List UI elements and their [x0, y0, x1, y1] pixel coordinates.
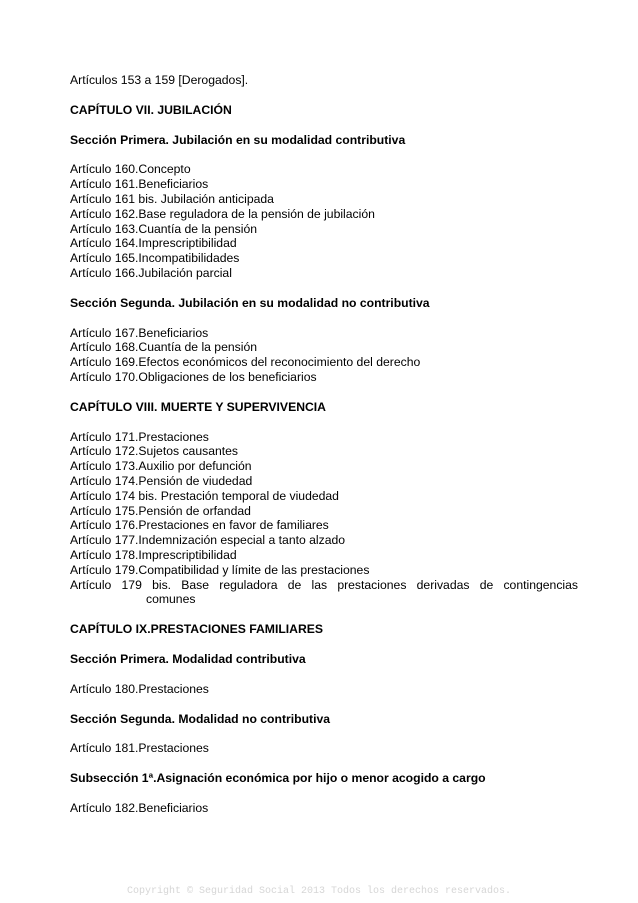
article-161-bis: Artículo 161 bis. Jubilación anticipada	[70, 191, 274, 206]
article-165: Artículo 165.Incompatibilidades	[70, 251, 240, 266]
article-176: Artículo 176.Prestaciones en favor de familiares	[70, 518, 329, 533]
article-174-bis: Artículo 174 bis. Prestación temporal de viudedad	[70, 488, 339, 503]
document-body	[70, 73, 578, 816]
article-174: Artículo 174.Pensión de viudedad	[70, 473, 253, 488]
article-180: Artículo 180.Prestaciones	[70, 681, 209, 696]
article-179-bis-continuation: comunes	[146, 592, 196, 607]
article-172: Artículo 172.Sujetos causantes	[70, 444, 239, 459]
chapter-7-heading: CAPÍTULO VII. JUBILACIÓN	[70, 102, 232, 117]
article-168: Artículo 168.Cuantía de la pensión	[70, 340, 258, 355]
chapter-9-heading: CAPÍTULO IX.PRESTACIONES FAMILIARES	[70, 622, 324, 637]
article-181: Artículo 181.Prestaciones	[70, 741, 209, 756]
article-170: Artículo 170.Obligaciones de los beneficiarios	[70, 369, 317, 384]
article-167: Artículo 167.Beneficiarios	[70, 325, 209, 340]
article-163: Artículo 163.Cuantía de la pensión	[70, 221, 258, 236]
article-182: Artículo 182.Beneficiarios	[70, 800, 209, 815]
article-178: Artículo 178.Imprescriptibilidad	[70, 547, 237, 562]
article-179: Artículo 179.Compatibilidad y límite de las prestaciones	[70, 562, 370, 577]
subsection-1-heading: Subsección 1ª.Asignación económica por hijo o menor acogido a cargo	[70, 771, 486, 786]
articles-153-159: Artículos 153 a 159 [Derogados].	[70, 73, 249, 87]
article-164: Artículo 164.Imprescriptibilidad	[70, 236, 237, 251]
section-7-1-heading: Sección Primera. Jubilación en su modalidad contributiva	[70, 132, 406, 147]
section-9-1-heading: Sección Primera. Modalidad contributiva	[70, 651, 306, 666]
article-173: Artículo 173.Auxilio por defunción	[70, 459, 252, 474]
article-169: Artículo 169.Efectos económicos del reconocimiento del derecho	[70, 355, 421, 370]
article-175: Artículo 175.Pensión de orfandad	[70, 503, 251, 518]
section-7-2-heading: Sección Segunda. Jubilación en su modalidad no contributiva	[70, 295, 430, 310]
article-160: Artículo 160.Concepto	[70, 162, 191, 177]
copyright-footer: Copyright © Seguridad Social 2013 Todos los derechos reservados.	[126, 886, 512, 897]
article-177: Artículo 177.Indemnización especial a tanto alzado	[70, 533, 346, 548]
article-179-bis: Artículo 179 bis. Base reguladora de las prestaciones derivadas de contingencias	[70, 577, 578, 592]
chapter-8-heading: CAPÍTULO VIII. MUERTE Y SUPERVIVENCIA	[70, 399, 326, 414]
article-171: Artículo 171.Prestaciones	[70, 429, 209, 444]
article-161: Artículo 161.Beneficiarios	[70, 177, 209, 192]
article-162: Artículo 162.Base reguladora de la pensión de jubilación	[70, 206, 375, 221]
article-166: Artículo 166.Jubilación parcial	[70, 265, 232, 280]
section-9-2-heading: Sección Segunda. Modalidad no contributiva	[70, 711, 331, 726]
